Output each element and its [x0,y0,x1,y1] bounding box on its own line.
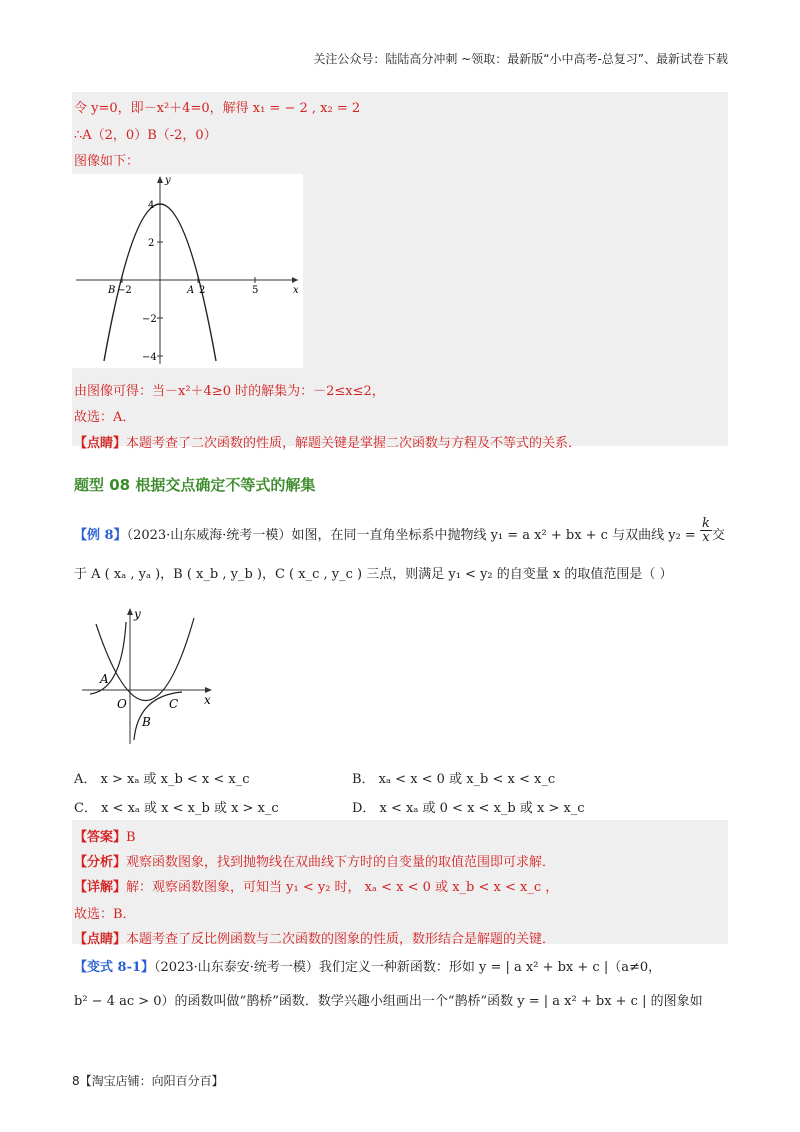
fraction-numerator: k [701,516,710,531]
remark-tag: 【点睛】 [74,932,127,947]
point-b-label: B [142,715,151,729]
example-text-end: 交 [711,528,725,543]
y-axis-label: y [165,175,171,186]
remark-text: 本题考查了二次函数的性质，解题关键是掌握二次函数与方程及不等式的关系． [126,436,582,451]
fraction-denominator: x [702,530,710,545]
section-title: 题型 08 根据交点确定不等式的解集 [74,476,316,494]
variant-tag: 【变式 8-1】 [74,960,155,975]
detail-line [74,876,558,895]
parabola-hyperbola-graph [82,604,232,750]
remark-tag: 【点睛】 [74,436,127,451]
answer-tag: 【答案】 [74,830,127,845]
y-tick-label: 2 [148,238,155,249]
y-tick-label: 4 [148,200,155,211]
detail-tag: 【详解】 [74,880,127,895]
analysis-line [74,851,555,870]
page-header: 关注公众号：陆陆高分冲刺 ~领取：最新版“小中高考-总复习”、最新试卷下载 [313,52,728,66]
example-line-2: 于 A ( xₐ , yₐ )，B ( x_b , y_b )，C ( x_c , y_c ) 三点，则满足 y₁ < y₂ 的自变量 x 的取值范围是（ ） [74,567,673,582]
solution-line-1: 令 y=0，即－x²＋4=0，解得 x₁ = − 2 , x₂ = 2 [74,101,361,116]
solution-line-4: 由图像可得：当－x²＋4≥0 时的解集为：－2≤x≤2， [74,384,385,399]
example-line-1 [74,516,725,545]
x-tick-label: 5 [252,285,259,296]
x-axis-label: x [204,693,211,707]
parabola-curve [96,618,194,701]
variant-text-1: （2023·山东泰安·统考一模）我们定义一种新函数：形如 y = | a x² + bx + c |（a≠0， [154,960,662,975]
variant-line-2: b² − 4 ac > 0）的函数叫做“鹊桥”函数．数学兴趣小组画出一个“鹊桥”函数 y = | a x² + bx + c | 的图象如 [74,994,703,1009]
x-axis-label: x [293,285,299,296]
y-axis-label: y [134,607,141,621]
detail-text: 解：观察函数图象，可知当 y₁ < y₂ 时， xₐ < x < 0 或 x_b < x < x_c ， [126,880,559,895]
point-b-label: B [108,285,116,296]
option-a[interactable]: A． x > xₐ 或 x_b < x < x_c [74,772,250,787]
x-tick-label: −2 [117,285,132,296]
y-axis-arrow-icon [127,608,133,615]
answer-line [74,826,136,845]
answer-text: B [126,830,136,845]
analysis-text: 观察函数图象，找到抛物线在双曲线下方时的自变量的取值范围即可求解． [126,855,556,870]
remark-line-answer [74,928,555,947]
remark-line-top [74,432,581,451]
point-a-label: A [100,672,109,686]
choose-line: 故选：B． [74,907,136,922]
graph-background [72,174,303,368]
solution-line-3: 图像如下： [74,154,140,169]
option-b[interactable]: B． xₐ < x < 0 或 x_b < x < x_c [352,772,556,787]
page-footer: 8【淘宝店铺：向阳百分百】 [72,1074,224,1088]
example-source: （2023·山东威海·统考一模） [126,528,292,543]
remark-text: 本题考查了反比例函数与二次函数的图象的性质，数形结合是解题的关键． [126,932,556,947]
analysis-tag: 【分析】 [74,855,127,870]
y-tick-label: −2 [142,314,157,325]
k-over-x-fraction [700,517,712,544]
variant-line-1 [74,956,661,975]
option-c[interactable]: C． x < xₐ 或 x < x_b 或 x > x_c [74,801,279,816]
option-d[interactable]: D． x < xₐ 或 0 < x < x_b 或 x > x_c [352,801,585,816]
example-tag: 【例 8】 [74,528,127,543]
parabola-graph [72,174,303,368]
solution-line-2: ∴A（2，0）B（-2，0） [74,128,217,143]
solution-line-5: 故选：A． [74,410,136,425]
point-a-label: A [187,285,195,296]
point-c-label: C [169,697,179,711]
x-tick-label: 2 [199,285,206,296]
y-tick-label: −4 [142,352,157,363]
origin-label: O [117,697,127,711]
example-text-1: 如图，在同一直角坐标系中抛物线 y₁ = a x² + bx + c 与双曲线 y₂ = [291,528,696,543]
